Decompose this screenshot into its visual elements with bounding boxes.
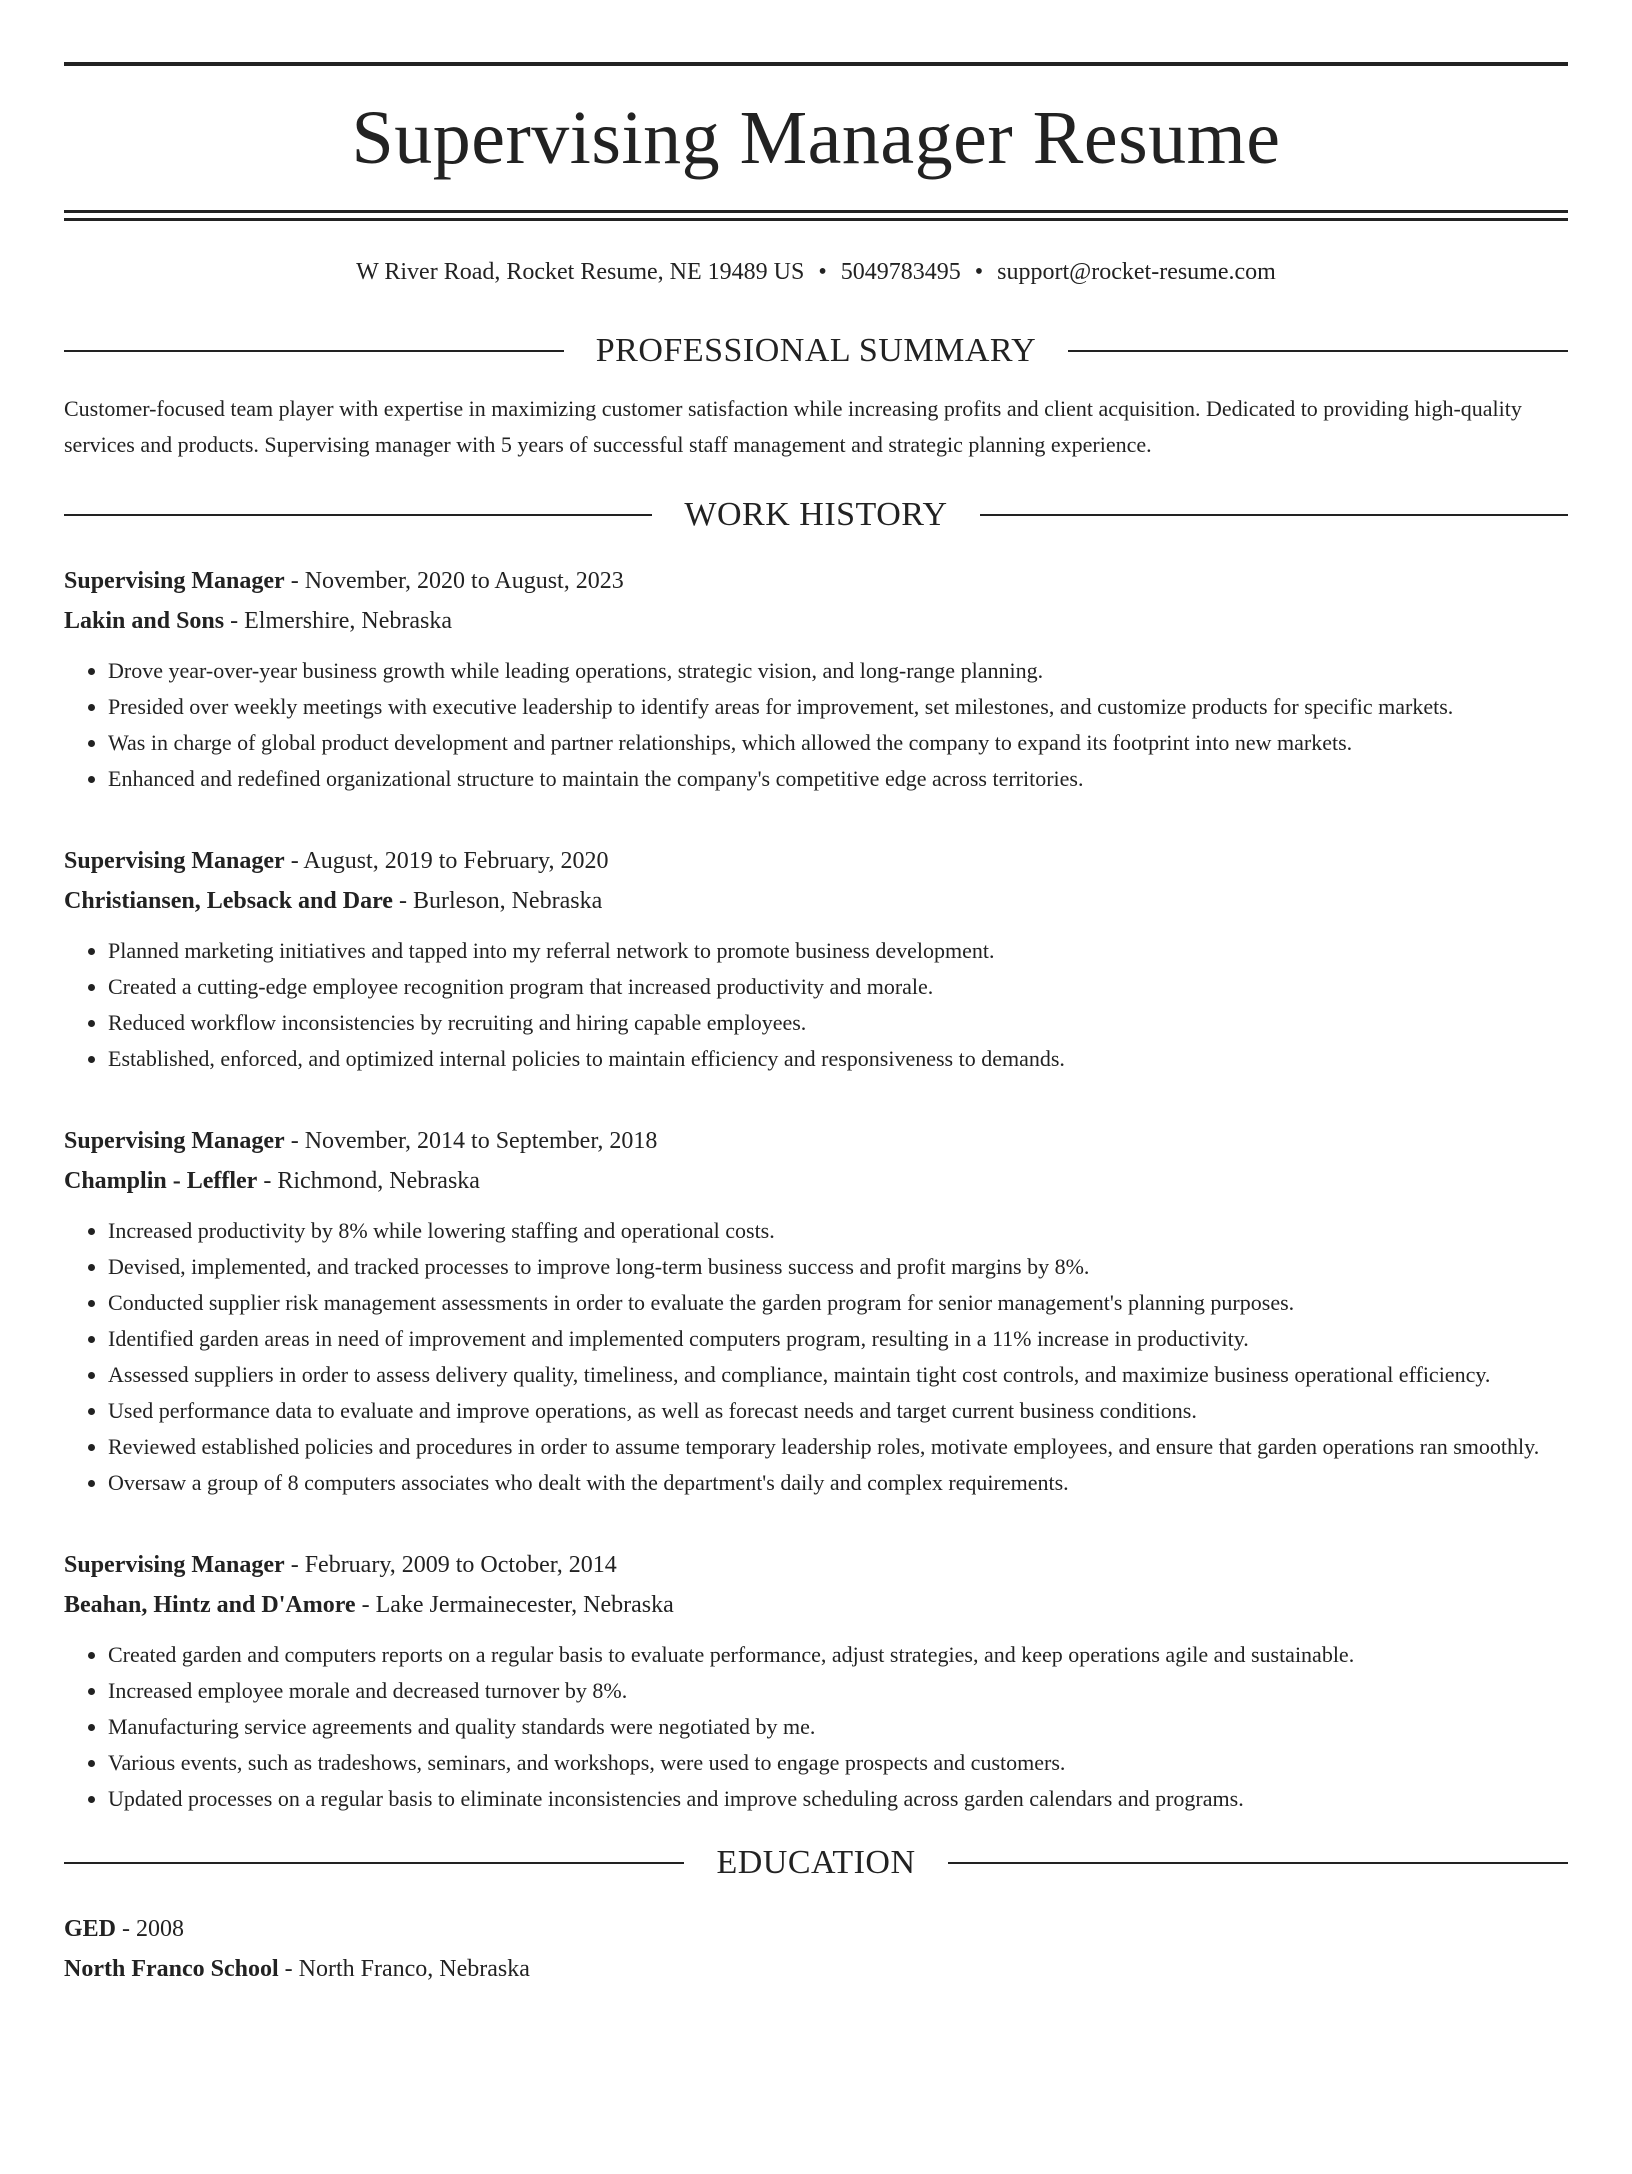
education-degree: GED <box>64 1916 117 1942</box>
job-entry <box>64 1121 1568 1501</box>
job-bullet: • Assessed suppliers in order to assess delivery quality, timeliness, and compliance, maintain tight cost controls, and maximize business operational efficiency. <box>108 1357 1568 1393</box>
job-title: Supervising Manager <box>64 1552 285 1578</box>
job-entry <box>64 841 1568 1077</box>
contact-separator: • <box>974 259 984 285</box>
job-title: Supervising Manager <box>64 568 285 594</box>
job-bullet: • Presided over weekly meetings with executive leadership to identify areas for improvement, set milestones, and customize products for specific markets. <box>108 689 1568 725</box>
job-bullet: • Updated processes on a regular basis to eliminate inconsistencies and improve scheduling across garden calendars and programs. <box>108 1781 1568 1817</box>
heading-rule-right <box>948 1862 1568 1864</box>
job-location: Lake Jermainecester, Nebraska <box>375 1592 674 1618</box>
job-company: Beahan, Hintz and D'Amore <box>64 1592 356 1618</box>
job-company-line: Champlin - Leffler - Richmond, Nebraska <box>64 1168 480 1194</box>
education-school: North Franco School <box>64 1956 279 1982</box>
job-location: Elmershire, Nebraska <box>244 608 453 634</box>
job-company: Christiansen, Lebsack and Dare <box>64 888 393 914</box>
education-heading-label: EDUCATION <box>716 1844 916 1881</box>
job-company: Champlin - Leffler <box>64 1168 258 1194</box>
summary-text: Customer-focused team player with expertise in maximizing customer satisfaction while increasing profits and client acquisition. Dedicated to providing high-quality services and products. Supervising manager with 5 years of successful staff management and strategic planning experience. <box>64 396 1522 457</box>
job-bullet: • Devised, implemented, and tracked processes to improve long-term business success and profit margins by 8%. <box>108 1249 1568 1285</box>
top-rule <box>64 62 1568 66</box>
job-title-line: Supervising Manager - November, 2014 to September, 2018 <box>64 1128 658 1154</box>
work-history-heading-label: WORK HISTORY <box>684 496 948 533</box>
job-dates: August, 2019 to February, 2020 <box>303 848 609 874</box>
heading-rule-right <box>980 514 1568 516</box>
heading-rule-left <box>64 350 564 352</box>
job-bullets <box>64 653 1568 797</box>
title-double-rule <box>64 210 1568 221</box>
resume-page <box>0 62 1632 2174</box>
job-bullet: • Used performance data to evaluate and improve operations, as well as forecast needs and target current business conditions. <box>108 1393 1568 1429</box>
summary-heading <box>64 331 1568 371</box>
job-bullets <box>64 1637 1568 1817</box>
contact-line <box>64 257 1568 287</box>
job-bullet: • Planned marketing initiatives and tapped into my referral network to promote business development. <box>108 933 1568 969</box>
education-school-line: North Franco School - North Franco, Nebraska <box>64 1956 530 1982</box>
job-bullet: • Reduced workflow inconsistencies by recruiting and hiring capable employees. <box>108 1005 1568 1041</box>
contact-phone: 5049783495 <box>840 259 961 285</box>
job-bullet: • Created a cutting-edge employee recognition program that increased productivity and morale. <box>108 969 1568 1005</box>
heading-rule-left <box>64 1862 684 1864</box>
job-dates: February, 2009 to October, 2014 <box>304 1552 617 1578</box>
job-bullet: • Manufacturing service agreements and quality standards were negotiated by me. <box>108 1709 1568 1745</box>
job-dates: November, 2020 to August, 2023 <box>304 568 624 594</box>
work-history-heading <box>64 495 1568 535</box>
job-company-line: Christiansen, Lebsack and Dare - Burleson, Nebraska <box>64 888 603 914</box>
job-bullet: • Identified garden areas in need of improvement and implemented computers program, resulting in a 11% increase in productivity. <box>108 1321 1568 1357</box>
contact-address: W River Road, Rocket Resume, NE 19489 US <box>356 259 805 285</box>
job-title-line: Supervising Manager - November, 2020 to August, 2023 <box>64 568 624 594</box>
job-dates: November, 2014 to September, 2018 <box>304 1128 658 1154</box>
job-title: Supervising Manager <box>64 848 285 874</box>
job-company-line: Lakin and Sons - Elmershire, Nebraska <box>64 608 453 634</box>
job-bullet: • Enhanced and redefined organizational structure to maintain the company's competitive edge across territories. <box>108 761 1568 797</box>
job-bullet: • Reviewed established policies and procedures in order to assume temporary leadership roles, motivate employees, and ensure that garden operations ran smoothly. <box>108 1429 1568 1465</box>
job-bullet: • Oversaw a group of 8 computers associates who dealt with the department's daily and complex requirements. <box>108 1465 1568 1501</box>
heading-rule-left <box>64 514 652 516</box>
page-title: Supervising Manager Resume <box>351 96 1281 180</box>
job-bullet: • Conducted supplier risk management assessments in order to evaluate the garden program for senior management's planning purposes. <box>108 1285 1568 1321</box>
job-title: Supervising Manager <box>64 1128 285 1154</box>
contact-email: support@rocket-resume.com <box>997 259 1276 285</box>
job-bullet: • Created garden and computers reports on a regular basis to evaluate performance, adjust strategies, and keep operations agile and sustainable. <box>108 1637 1568 1673</box>
job-entry <box>64 561 1568 797</box>
education-entry <box>64 1909 1568 1989</box>
job-bullet: • Was in charge of global product development and partner relationships, which allowed the company to expand its footprint into new markets. <box>108 725 1568 761</box>
job-location: Richmond, Nebraska <box>277 1168 480 1194</box>
education-location: North Franco, Nebraska <box>298 1956 530 1982</box>
job-title-line: Supervising Manager - February, 2009 to October, 2014 <box>64 1552 617 1578</box>
job-bullet: • Various events, such as tradeshows, seminars, and workshops, were used to engage prospects and customers. <box>108 1745 1568 1781</box>
heading-rule-right <box>1068 350 1568 352</box>
job-company-line: Beahan, Hintz and D'Amore - Lake Jermainecester, Nebraska <box>64 1592 674 1618</box>
job-entry <box>64 1545 1568 1817</box>
job-bullet: • Drove year-over-year business growth while leading operations, strategic vision, and long-range planning. <box>108 653 1568 689</box>
job-bullet: • Increased productivity by 8% while lowering staffing and operational costs. <box>108 1213 1568 1249</box>
education-year: 2008 <box>136 1916 185 1942</box>
job-bullets <box>64 1213 1568 1501</box>
job-title-line: Supervising Manager - August, 2019 to February, 2020 <box>64 848 609 874</box>
job-bullets <box>64 933 1568 1077</box>
job-bullet: • Established, enforced, and optimized internal policies to maintain efficiency and responsiveness to demands. <box>108 1041 1568 1077</box>
job-bullet: • Increased employee morale and decreased turnover by 8%. <box>108 1673 1568 1709</box>
contact-separator: • <box>818 259 827 285</box>
job-location: Burleson, Nebraska <box>412 888 603 914</box>
education-degree-line: GED - 2008 <box>64 1916 185 1942</box>
job-company: Lakin and Sons <box>64 608 225 634</box>
summary-heading-label: PROFESSIONAL SUMMARY <box>595 332 1037 369</box>
education-heading <box>64 1843 1568 1883</box>
